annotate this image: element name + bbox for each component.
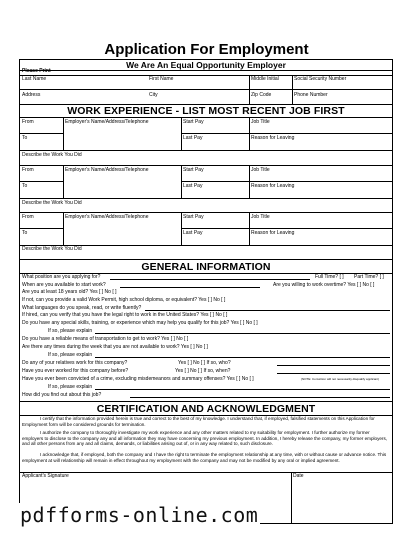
- skills-explain-label: If so, please explain: [48, 328, 93, 334]
- work-permit-question[interactable]: If not, can you provide a valid Work Permit, high school diploma, or equivalent? Yes [ ] No [ ]: [22, 297, 226, 303]
- to-label: To: [22, 230, 28, 236]
- job-title-label: Job Title: [251, 167, 270, 173]
- position-question: What position are you applying for?: [22, 274, 101, 280]
- describe-label: Describe the Work You Did: [22, 152, 82, 158]
- worked-before-answer[interactable]: Yes [ ] No [ ] If so, when?: [175, 368, 231, 374]
- relatives-question: Do any of your relatives work for this company?: [22, 360, 128, 366]
- last-pay-label: Last Pay: [183, 230, 203, 236]
- special-skills-question[interactable]: Do you have any special skills, training, or experience which may help you qualify for this job? Yes [ ] No [ ]: [22, 320, 258, 326]
- part-time-option[interactable]: Part Time? [ ]: [354, 274, 384, 280]
- address-label: Address: [22, 92, 41, 98]
- start-pay-label: Start Pay: [183, 214, 204, 220]
- full-time-option[interactable]: Full Time? [ ]: [315, 274, 344, 280]
- find-job-question: How did you find out about this job?: [22, 392, 102, 398]
- employer-label: Employer's Name/Address/Telephone: [65, 119, 149, 125]
- form-frame: [19, 59, 393, 524]
- last-name-label: Last Name: [22, 76, 47, 82]
- age-question[interactable]: Are you at least 18 years old? Yes [ ] No [ ]: [22, 289, 117, 295]
- relatives-answer[interactable]: Yes [ ] No [ ] If so, who?: [178, 360, 231, 366]
- form-subtitle: We Are An Equal Opportunity Employer: [126, 60, 286, 70]
- conviction-note: (NOTE: Conviction will not necessarily disqualify applicant): [301, 377, 380, 381]
- middle-initial-label: Middle Initial: [251, 76, 279, 82]
- from-label: From: [22, 119, 34, 125]
- certification-paragraph-3: I acknowledge that, if employed, both the company and I have the right to terminate the employment relationship at any time, with or without cause or advance notice. This employment at will relationship will remain in effect throughout my employment with the company and may not be modified by any oral or implied agreement.: [22, 452, 387, 463]
- to-label: To: [22, 135, 28, 141]
- employer-label: Employer's Name/Address/Telephone: [65, 214, 149, 220]
- worked-before-question: Have you ever worked for this company before?: [22, 368, 129, 374]
- employer-label: Employer's Name/Address/Telephone: [65, 167, 149, 173]
- ssn-label: Social Security Number: [294, 76, 347, 82]
- start-pay-label: Start Pay: [183, 119, 204, 125]
- reason-label: Reason for Leaving: [251, 183, 295, 189]
- overtime-question[interactable]: Are you willing to work overtime? Yes [ ] No [ ]: [273, 282, 375, 288]
- last-pay-label: Last Pay: [183, 135, 203, 141]
- watermark: pdfforms-online.com: [20, 503, 259, 527]
- please-print-label: Please Print: [22, 68, 51, 74]
- reason-label: Reason for Leaving: [251, 230, 295, 236]
- transportation-question[interactable]: Do you have a reliable means of transportation to get to work? Yes [ ] No [ ]: [22, 336, 189, 342]
- phone-number-label: Phone Number: [294, 92, 328, 98]
- describe-label: Describe the Work You Did: [22, 246, 82, 252]
- reason-label: Reason for Leaving: [251, 135, 295, 141]
- city-label: City: [149, 92, 158, 98]
- work-experience-heading: WORK EXPERIENCE - LIST MOST RECENT JOB FIRST: [67, 105, 345, 117]
- conviction-question[interactable]: Have you ever been convicted of a crime, excluding misdemeanors and summary offenses? Yes [ ] No [ ]: [22, 376, 254, 382]
- certification-paragraph-2: I authorize the company to thoroughly investigate my work experience and any other matters related to my suitability for employment. I further authorize my former employers to disclose to the company any and all information they may have concerning my previous employment. In addition, I hereby release the company, my former employers, and all other persons from any and all claims, demands, or liabilities arising out of, or in any way related to, such disclosure.: [22, 430, 388, 447]
- legal-right-question[interactable]: If hired, can you verify that you have the legal right to work in the United States? Yes [ ] No [ ]: [22, 312, 228, 318]
- certification-paragraph-1: I certify that the information provided herein is true and correct to the best of my knowledge. I understand that, if employed, falsified statements on this Application for Employment form will be considered grounds for termination.: [22, 416, 375, 427]
- conviction-explain-label: If so, please explain: [48, 384, 93, 390]
- availability-question[interactable]: Are there any times during the week that you are not available to work? Yes [ ] No [ ]: [22, 344, 208, 350]
- form-title: Application For Employment: [104, 41, 309, 58]
- certification-heading: CERTIFICATION AND ACKNOWLEDGMENT: [96, 403, 316, 415]
- start-pay-label: Start Pay: [183, 167, 204, 173]
- start-work-question: When are you available to start work?: [22, 282, 106, 288]
- date-label: Date: [293, 473, 304, 479]
- job-title-label: Job Title: [251, 119, 270, 125]
- general-info-heading: GENERAL INFORMATION: [141, 261, 271, 273]
- first-name-label: First Name: [149, 76, 174, 82]
- job-title-label: Job Title: [251, 214, 270, 220]
- languages-question: What languages do you speak, read, or write fluently?: [22, 305, 142, 311]
- availability-explain-label: If so, please explain: [48, 352, 93, 358]
- from-label: From: [22, 214, 34, 220]
- to-label: To: [22, 183, 28, 189]
- signature-label: Applicant's Signature: [22, 473, 69, 479]
- last-pay-label: Last Pay: [183, 183, 203, 189]
- describe-label: Describe the Work You Did: [22, 200, 82, 206]
- zip-code-label: Zip Code: [251, 92, 272, 98]
- from-label: From: [22, 167, 34, 173]
